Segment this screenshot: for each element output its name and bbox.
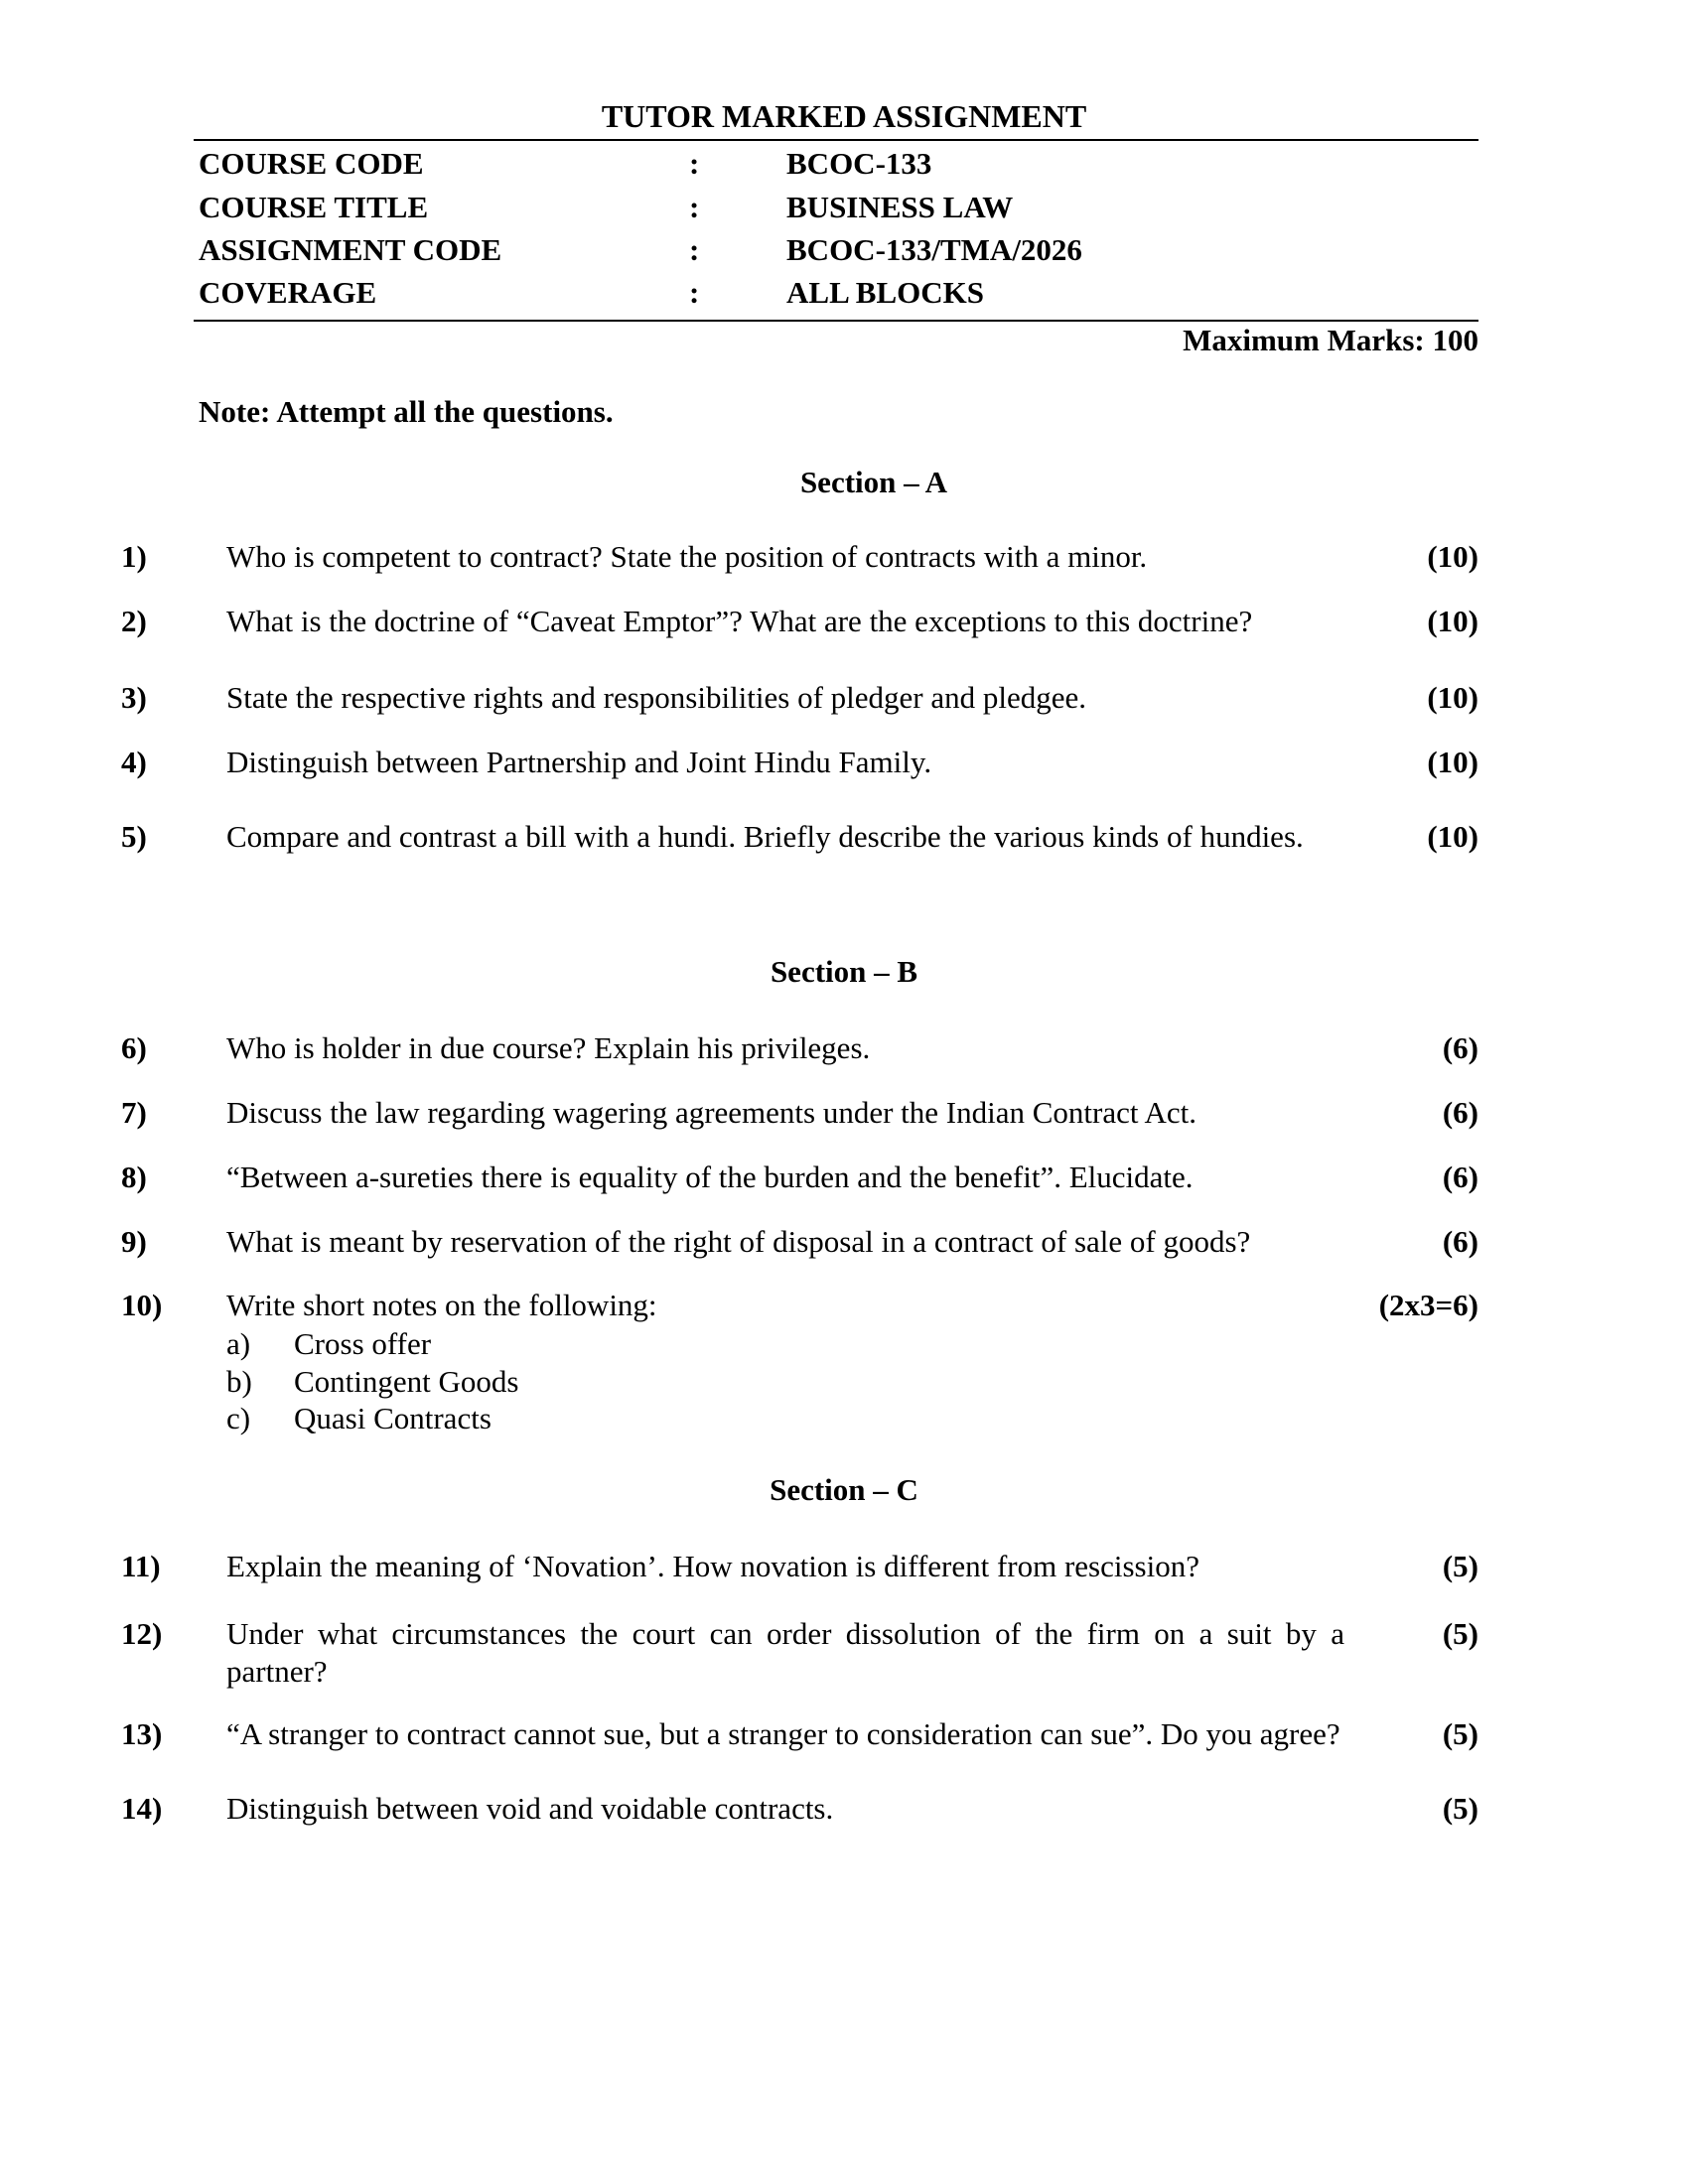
question-number: 8) [121, 1160, 147, 1194]
question-text: “A stranger to contract cannot sue, but a stranger to consideration can sue”. Do you agree? [226, 1716, 1340, 1751]
question-text: Who is holder in due course? Explain his privileges. [226, 1030, 871, 1065]
question-text: Distinguish between void and voidable contracts. [226, 1791, 834, 1826]
question-text: “Between a-sureties there is equality of the burden and the benefit”. Elucidate. [226, 1160, 1194, 1194]
header-value-assignment-code: BCOC-133/TMA/2026 [786, 232, 1082, 267]
question-number: 13) [121, 1716, 163, 1751]
sub-item-label: a) [226, 1326, 251, 1361]
question-text: What is the doctrine of “Caveat Emptor”? What are the exceptions to this doctrine? [226, 604, 1253, 638]
question-marks: (10) [1427, 539, 1478, 574]
header-value-coverage: ALL BLOCKS [786, 275, 984, 310]
question-marks: (6) [1442, 1224, 1478, 1259]
question-marks: (5) [1442, 1549, 1478, 1583]
question-marks: (5) [1442, 1716, 1478, 1751]
question-number: 5) [121, 819, 147, 854]
question-number: 4) [121, 745, 147, 779]
document-title-text: TUTOR MARKED ASSIGNMENT [601, 98, 1087, 134]
question-number: 10) [121, 1288, 163, 1322]
question-number: 11) [121, 1549, 161, 1583]
question-marks: (6) [1442, 1030, 1478, 1065]
header-top-rule [194, 139, 1478, 141]
question-marks: (5) [1442, 1616, 1478, 1651]
header-label-course-code: COURSE CODE [199, 146, 424, 181]
question-text: Compare and contrast a bill with a hundi. Briefly describe the various kinds of hundies. [226, 819, 1304, 854]
instructions-note: Note: Attempt all the questions. [199, 394, 614, 429]
question-marks: (10) [1427, 745, 1478, 779]
section-a-heading: Section – A [799, 465, 948, 499]
question-text: Write short notes on the following: [226, 1288, 657, 1322]
section-c-heading: Section – C [770, 1472, 918, 1507]
question-number: 3) [121, 680, 147, 715]
header-label-coverage: COVERAGE [199, 275, 377, 310]
header-separator: : [689, 275, 700, 310]
maximum-marks: Maximum Marks: 100 [1183, 323, 1478, 357]
question-number: 7) [121, 1095, 147, 1130]
question-text: What is meant by reservation of the right of disposal in a contract of sale of goods? [226, 1224, 1251, 1259]
header-value-course-title: BUSINESS LAW [786, 190, 1014, 224]
question-marks: (2x3=6) [1378, 1288, 1478, 1322]
header-label-assignment-code: ASSIGNMENT CODE [199, 232, 502, 267]
sub-item-label: c) [226, 1401, 251, 1435]
header-separator: : [689, 146, 700, 181]
sub-item-text: Contingent Goods [294, 1364, 519, 1399]
question-marks: (5) [1442, 1791, 1478, 1826]
header-value-course-code: BCOC-133 [786, 146, 932, 181]
question-number: 2) [121, 604, 147, 638]
question-text: Explain the meaning of ‘Novation’. How novation is different from rescission? [226, 1549, 1199, 1583]
question-marks: (6) [1442, 1160, 1478, 1194]
question-marks: (6) [1442, 1095, 1478, 1130]
question-number: 12) [121, 1616, 163, 1651]
question-number: 9) [121, 1224, 147, 1259]
question-text: Who is competent to contract? State the position of contracts with a minor. [226, 539, 1148, 574]
section-b-heading: Section – B [770, 954, 918, 989]
question-text: Discuss the law regarding wagering agreements under the Indian Contract Act. [226, 1095, 1197, 1130]
question-text: Distinguish between Partnership and Joint Hindu Family. [226, 745, 932, 779]
sub-item-text: Cross offer [294, 1326, 432, 1361]
sub-item-label: b) [226, 1364, 252, 1399]
sub-item-text: Quasi Contracts [294, 1401, 492, 1435]
document-title [0, 98, 1688, 135]
question-marks: (10) [1427, 819, 1478, 854]
question-number: 1) [121, 539, 147, 574]
question-marks: (10) [1427, 604, 1478, 638]
question-text: State the respective rights and responsibilities of pledger and pledgee. [226, 680, 1087, 715]
question-marks: (10) [1427, 680, 1478, 715]
header-separator: : [689, 232, 700, 267]
header-label-course-title: COURSE TITLE [199, 190, 429, 224]
question-number: 6) [121, 1030, 147, 1065]
question-number: 14) [121, 1791, 163, 1826]
question-text: Under what circumstances the court can order dissolution of the firm on a suit by a partner? [226, 1616, 1344, 1689]
header-separator: : [689, 190, 700, 224]
